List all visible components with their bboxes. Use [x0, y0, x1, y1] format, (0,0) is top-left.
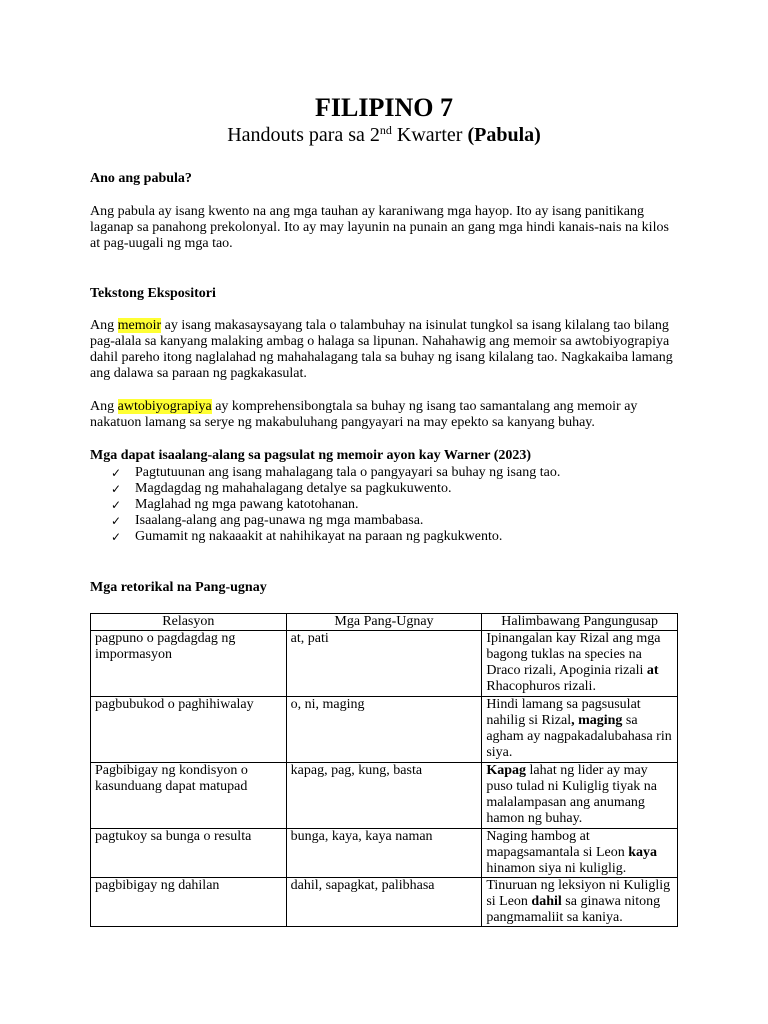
halimbawa-cell [482, 631, 678, 697]
halimbawa-cell [482, 829, 678, 878]
pabula-paragraph: Ang pabula ay isang kwento na ang mga tauhan ay karaniwang mga hayop. Ito ay isang panitikang laganap sa panahong prekolonyal. Ito ay may layunin na punain an gang mga hindi kanais-nais na kilos at pag-uugali ng mga tao. [90, 204, 669, 251]
check-icon: ✓ [111, 530, 122, 544]
list-item [90, 513, 678, 529]
relasyon-cell: pagpuno o pagdagdag ng impormasyon [91, 631, 287, 697]
pang-ugnay-table [90, 613, 678, 927]
list-item [90, 481, 678, 497]
example-keyword: , maging [571, 713, 623, 728]
table-row [91, 878, 678, 927]
memoir-pre: Ang [90, 318, 118, 333]
example-keyword: at [646, 663, 659, 678]
check-icon: ✓ [111, 482, 122, 496]
subtitle-middle: Kwarter [391, 124, 468, 146]
section-heading-warner: Mga dapat isaalang-alang sa pagsulat ng memoir ayon kay Warner (2023) [90, 448, 532, 463]
list-item-text: Magdagdag ng mahahalagang detalye sa pagkukuwento. [135, 481, 452, 496]
example-text: Ipinangalan kay Rizal ang mga bagong tuklas na species na Draco rizali, Apoginia rizali [486, 631, 661, 678]
halimbawa-cell [482, 697, 678, 763]
table-header-row [91, 614, 678, 631]
checklist [90, 465, 678, 545]
memoir-paragraph [90, 318, 678, 382]
example-text: Rhacophuros rizali. [486, 679, 596, 694]
table-row [91, 697, 678, 763]
memoir-highlight: memoir [117, 318, 162, 333]
page-subtitle [90, 122, 678, 148]
example-text: lahat ng lider ay may puso tulad ni Kuliglig tiyak na malalampasan ang anumang hamon ng buhay. [486, 763, 658, 826]
example-text: Tinuruan ng leksiyon ni Kuliglig si Leon [486, 878, 671, 909]
example-text: sa agham ay nagpakadalubahasa rin siya. [486, 713, 672, 760]
table-row [91, 763, 678, 829]
example-text: Hindi lamang sa pagsusulat nahilig si Rizal [486, 697, 641, 728]
check-icon: ✓ [111, 466, 122, 480]
example-text: hinamon siya ni kuliglig. [486, 861, 627, 876]
table-row [91, 631, 678, 697]
awto-highlight: awtobiyograpiya [117, 399, 212, 414]
example-text: sa ginawa nitong pangmamaliit sa kaniya. [486, 894, 661, 925]
page-title: FILIPINO 7 [315, 93, 453, 122]
awtobiyograpiya-paragraph [90, 399, 678, 431]
list-item [90, 497, 678, 513]
column-header: Relasyon [91, 614, 287, 631]
list-item-text: Pagtutuunan ang isang mahalagang tala o pangyayari sa buhay ng isang tao. [135, 465, 561, 480]
relasyon-cell: pagbibigay ng dahilan [91, 878, 287, 927]
example-keyword: Kapag [486, 763, 526, 778]
table-row [91, 829, 678, 878]
pang-ugnay-cell: bunga, kaya, kaya naman [286, 829, 482, 878]
subtitle-superscript: nd [379, 123, 392, 137]
section-heading-retorikal: Mga retorikal na Pang-ugnay [90, 580, 267, 595]
subtitle-prefix: Handouts para sa 2 [227, 124, 380, 146]
relasyon-cell: Pagbibigay ng kondisyon o kasunduang dapat matupad [91, 763, 287, 829]
list-item [90, 465, 678, 481]
relasyon-cell: pagtukoy sa bunga o resulta [91, 829, 287, 878]
pang-ugnay-cell: kapag, pag, kung, basta [286, 763, 482, 829]
relasyon-cell: pagbubukod o paghihiwalay [91, 697, 287, 763]
halimbawa-cell [482, 763, 678, 829]
pang-ugnay-cell: at, pati [286, 631, 482, 697]
column-header: Halimbawang Pangungusap [482, 614, 678, 631]
table-body [91, 631, 678, 927]
list-item [90, 529, 678, 545]
check-icon: ✓ [111, 498, 122, 512]
list-item-text: Maglahad ng mga pawang katotohanan. [135, 497, 359, 512]
example-keyword: dahil [531, 894, 562, 909]
list-item-text: Gumamit ng nakaaakit at nahihikayat na paraan ng pagkukwento. [135, 529, 503, 544]
pang-ugnay-cell: o, ni, maging [286, 697, 482, 763]
pang-ugnay-cell: dahil, sapagkat, palibhasa [286, 878, 482, 927]
halimbawa-cell [482, 878, 678, 927]
section-heading-pabula: Ano ang pabula? [90, 171, 192, 186]
example-text: Naging hambog at mapagsamantala si Leon [486, 829, 629, 860]
awto-post: ay komprehensibongtala sa buhay ng isang tao samantalang ang memoir ay nakatuon lamang sa serye ng makabuluhang pangyayari na may epekto sa kanyang buhay. [90, 399, 638, 430]
example-keyword: kaya [628, 845, 658, 860]
check-icon: ✓ [111, 514, 122, 528]
awto-pre: Ang [90, 399, 118, 414]
list-item-text: Isaalang-alang ang pag-unawa ng mga mambabasa. [135, 513, 424, 528]
subtitle-bold: (Pabula) [467, 124, 541, 146]
section-heading-ekspositori: Tekstong Ekspositori [90, 286, 216, 301]
column-header: Mga Pang-Ugnay [286, 614, 482, 631]
memoir-post: ay isang makasaysayang tala o talambuhay na isinulat tungkol sa isang kilalang tao bilang pag-alala sa kanyang malaking ambag o halaga sa lipunan. Nahahawig ang memoir sa awtobiyograpiya dahil pareho itong naglalahad ng mahahalagang tala sa buhay ng isang kilalang tao. Nagkakaiba lamang ang dalawa sa paraan ng pagkakasulat. [90, 318, 673, 381]
